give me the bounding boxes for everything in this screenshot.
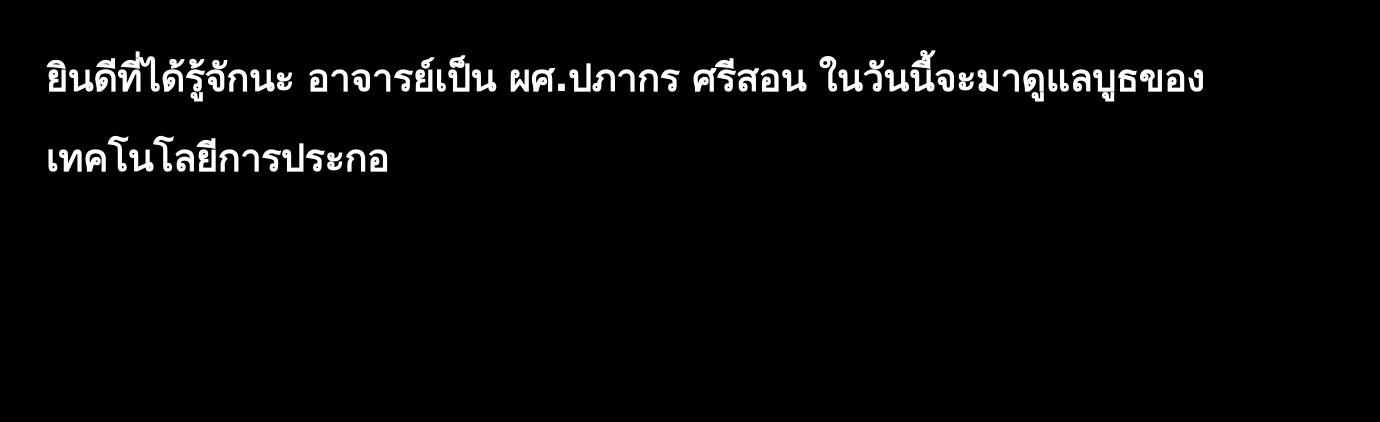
subtitle-line-1: ยินดีที่ได้รู้จักนะ อาจารย์เป็น ผศ.ปภากร ศรีสอน ในวันนี้จะมาดูแลบูธของ [46, 56, 1205, 100]
subtitle-caption [46, 38, 1346, 198]
subtitle-line-2: เทคโนโลยีการประกอ [46, 136, 390, 180]
